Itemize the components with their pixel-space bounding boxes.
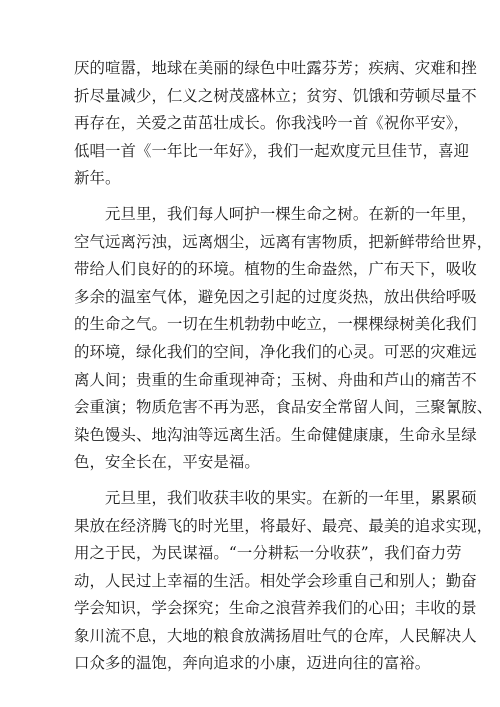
text-line: 的环境，绿化我们的空间，净化我们的心灵。可恶的灾难远 bbox=[74, 342, 477, 361]
text-line: 元旦里，我们每人呵护一棵生命之树。在新的一年里， bbox=[105, 204, 477, 223]
text-line: 再存在，关爱之苗茁壮成长。你我浅吟一首《祝你平安》， bbox=[74, 114, 470, 133]
paragraph-3 bbox=[74, 485, 493, 678]
text-line: 多余的温室气体，避免因之引起的过度炎热，放出供给呼吸 bbox=[74, 287, 477, 306]
text-line: 口众多的温饱，奔向追求的小康，迈进向往的富裕。 bbox=[74, 654, 431, 673]
text-line: 带给人们良好的的环境。植物的生命盎然，广布天下，吸收 bbox=[74, 260, 477, 279]
text-line: 用之于民，为民谋福。“一分耕耘一分收获”，我们奋力劳 bbox=[74, 544, 462, 563]
text-line: 动，人民过上幸福的生活。相处学会珍重自己和别人；勤奋 bbox=[74, 571, 477, 590]
text-line: 学会知识，学会探究；生命之浪营养我们的心田；丰收的景 bbox=[74, 599, 477, 618]
text-line: 折尽量减少，仁义之树茂盛林立；贫穷、饥饿和劳顿尽量不 bbox=[74, 86, 477, 105]
text-line: 空气远离污浊，远离烟尘，远离有害物质，把新鲜带给世界， bbox=[74, 232, 493, 251]
document-page bbox=[74, 55, 493, 678]
text-line: 会重演；物质危害不再为恶，食品安全常留人间，三聚氰胺、 bbox=[74, 398, 493, 417]
text-line: 厌的喧嚣，地球在美丽的绿色中吐露芬芳；疾病、灾难和挫 bbox=[74, 59, 477, 77]
text-line: 果放在经济腾飞的时光里，将最好、最亮、最美的追求实现， bbox=[74, 516, 493, 535]
text-line: 元旦里，我们收获丰收的果实。在新的一年里，累累硕 bbox=[105, 488, 477, 507]
text-line: 离人间；贵重的生命重现神奇；玉树、舟曲和芦山的痛苦不 bbox=[74, 370, 477, 389]
paragraph-1 bbox=[74, 55, 477, 193]
text-line: 低唱一首《一年比一年好》，我们一起欢度元旦佳节，喜迎 bbox=[74, 141, 470, 160]
text-line: 色，安全长在，平安是福。 bbox=[74, 453, 260, 472]
paragraph-gap bbox=[74, 193, 436, 201]
text-line: 象川流不息，大地的粮食放满扬眉吐气的仓库，人民解决人 bbox=[74, 626, 477, 645]
text-line: 染色馒头、地沟油等远离生活。生命健健康康，生命永呈绿 bbox=[74, 425, 477, 444]
text-line: 的生命之气。一切在生机勃勃中屹立，一棵棵绿树美化我们 bbox=[74, 315, 477, 334]
paragraph-gap bbox=[74, 477, 436, 485]
paragraph-2 bbox=[74, 201, 493, 477]
text-line: 新年。 bbox=[74, 169, 121, 188]
